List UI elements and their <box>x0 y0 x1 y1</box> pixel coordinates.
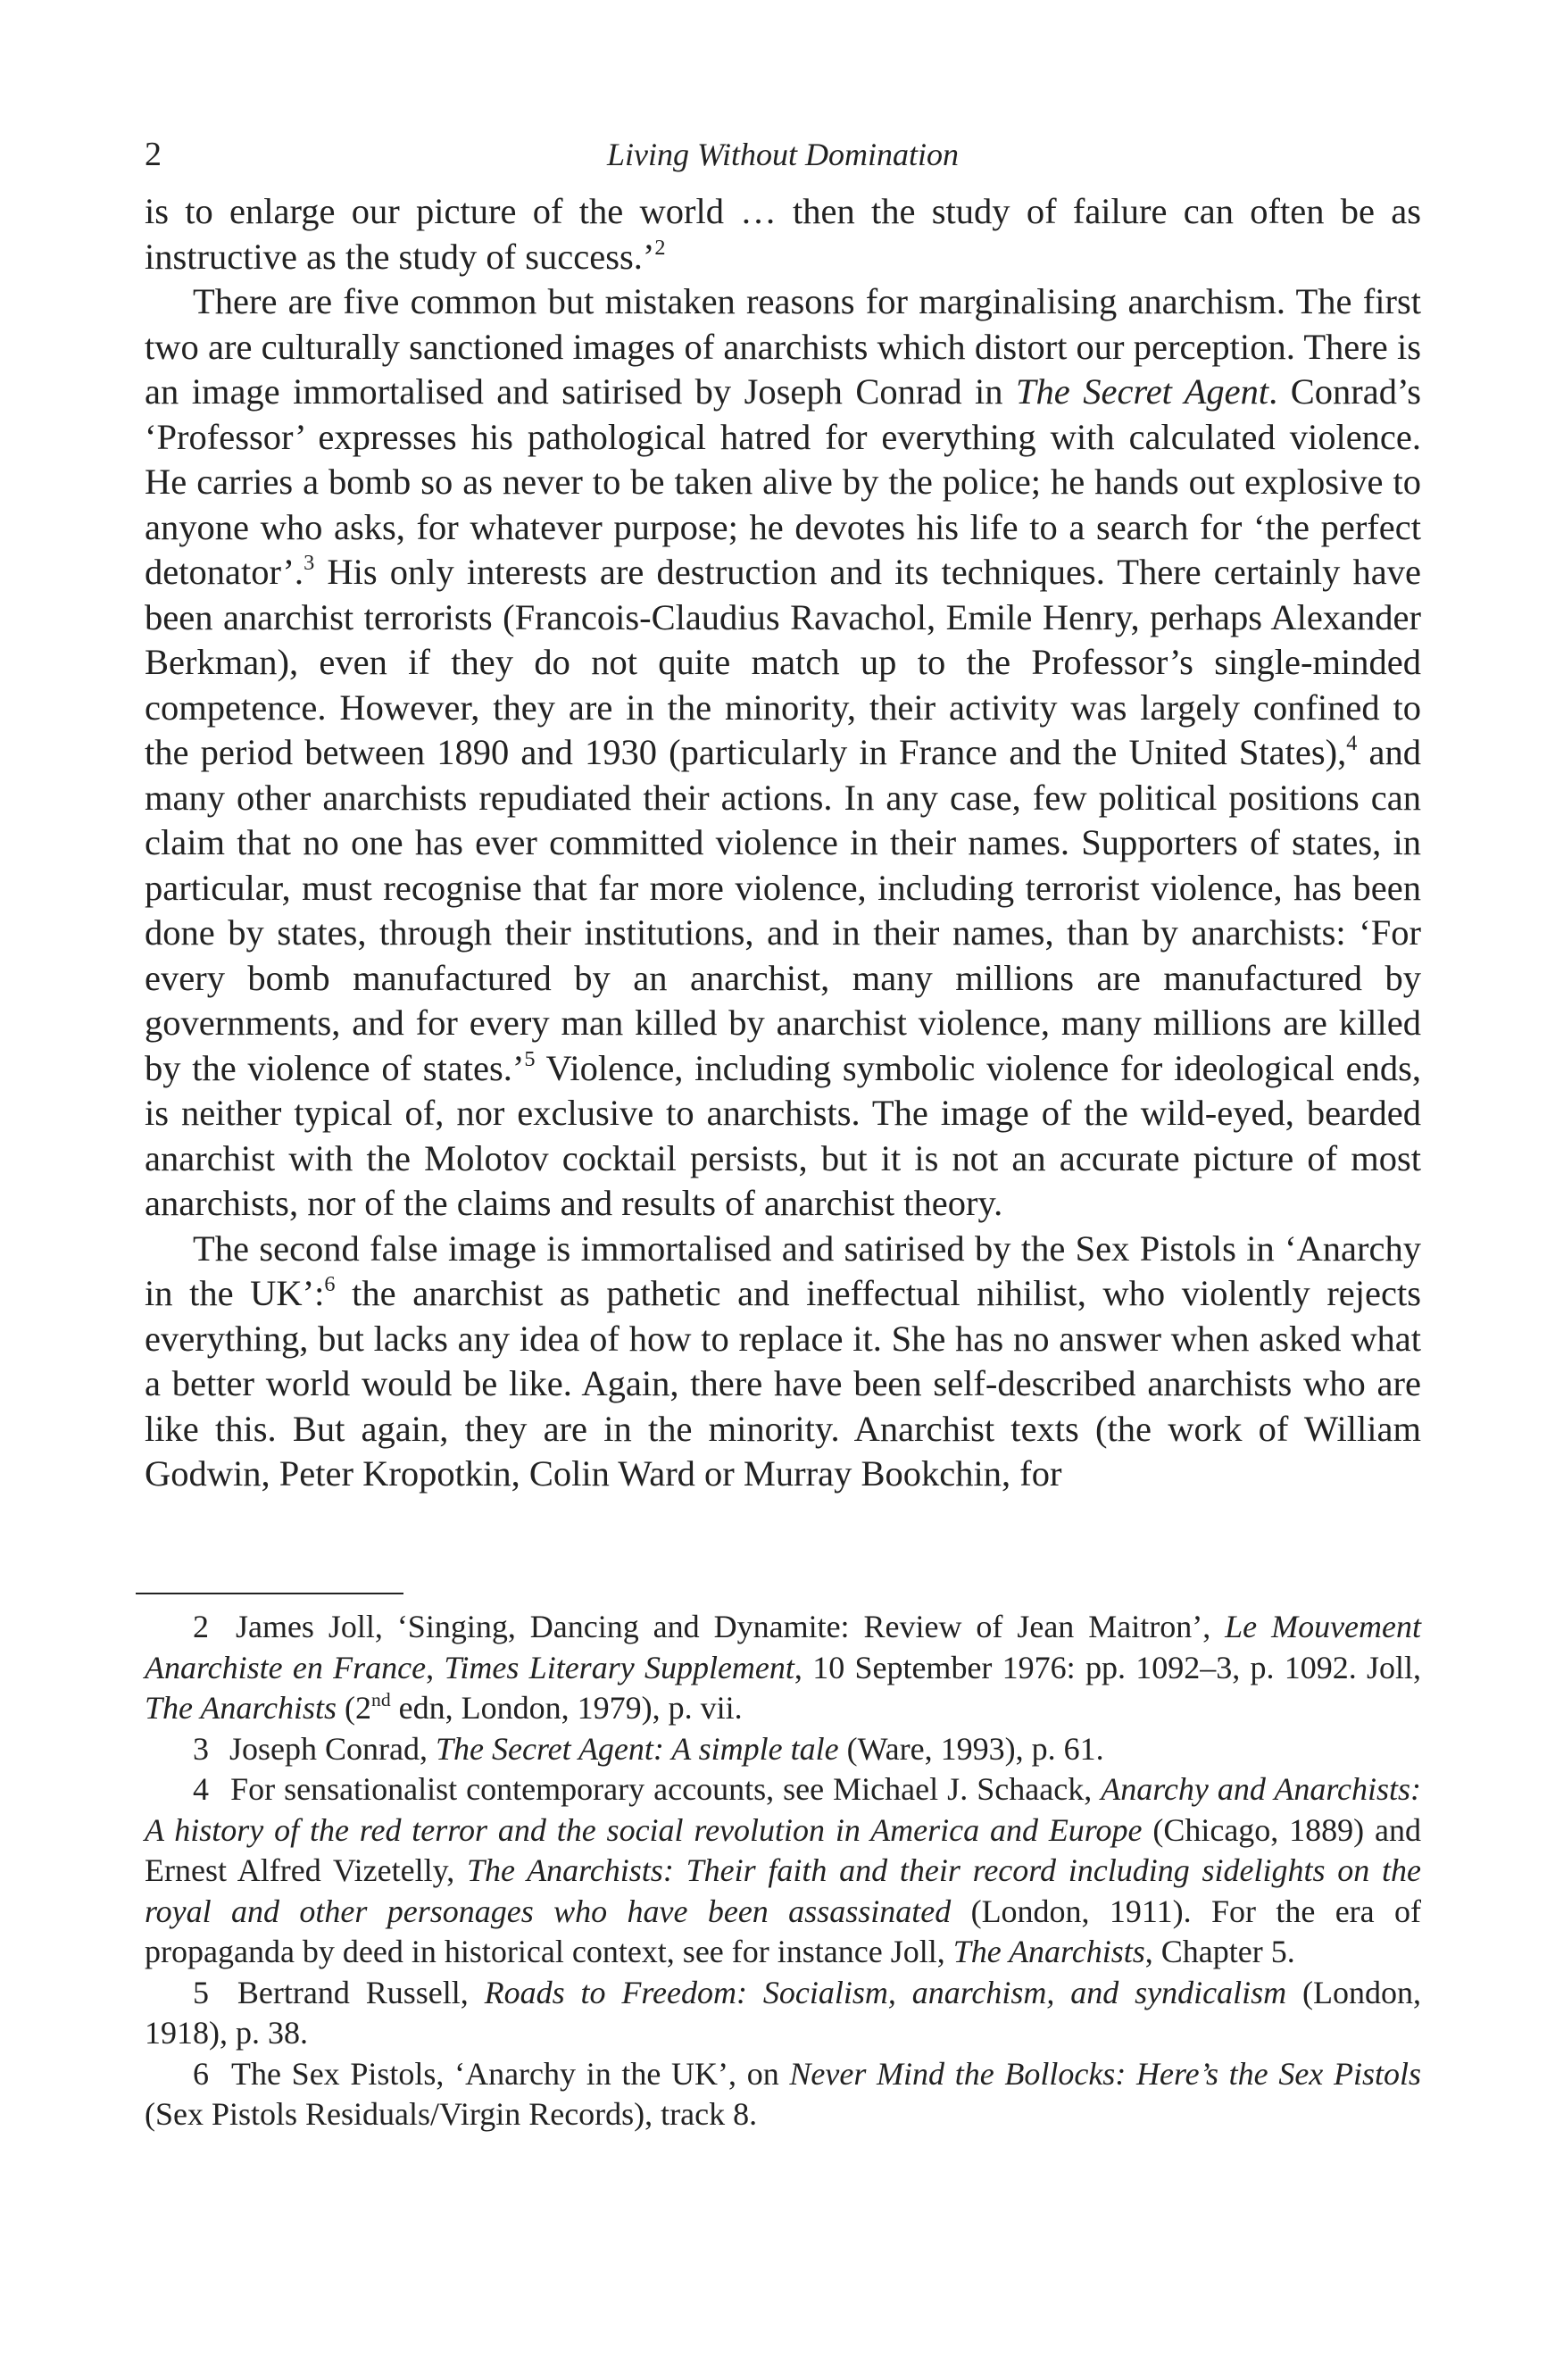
footnote-ref: 3 <box>304 551 315 576</box>
text-run: (Sex Pistols Residuals/Virgin Records), track 8. <box>145 2096 758 2132</box>
italic-title: The Anarchists: Their faith and their record including sidelights on the royal and other personages who have been assassinated <box>145 1852 1421 1929</box>
running-head-title: Living Without Domination <box>606 137 959 172</box>
text-run: (Chicago, 1889) and Ernest Alfred Vizetelly, <box>145 1811 1421 1888</box>
footnote-number: 6 <box>193 2055 209 2092</box>
text-run: Joseph Conrad, <box>229 1730 436 1767</box>
text-run: , 10 September 1976: pp. 1092–3, p. 1092. Joll, <box>794 1649 1422 1685</box>
italic-title: Le Mouvement Anarchiste en France <box>145 1609 1422 1685</box>
footnote-ref: 4 <box>1346 731 1358 756</box>
body-paragraph <box>145 1227 1421 1497</box>
text-run: The Sex Pistols, ‘Anarchy in the UK’, on <box>231 2055 790 2092</box>
text-run: (Ware, 1993), p. 61. <box>838 1730 1104 1767</box>
text-run: , <box>426 1649 445 1685</box>
text-run: His only interests are destruction and its techniques. There certainly have been anarchist terrorists (Francois-Claudius Ravachol, Emile Henry, perhaps Alexander Berkman), even if they do not quite match up to the Professor’s single-minded competence. However, they are in the minority, their activity was largely confined to the period between 1890 and 1930 (particularly in France and the United States), <box>145 552 1421 772</box>
footnote-ref: 2 <box>654 235 666 260</box>
body-paragraph <box>145 189 1421 279</box>
text-run: , Chapter 5. <box>1144 1934 1295 1969</box>
footnote-number: 4 <box>193 1771 209 1807</box>
text-run: (London, 1911). For the era of propaganda by deed in historical context, see for instance Joll, <box>145 1893 1422 1969</box>
text-run: Bertrand Russell, <box>237 1974 485 2010</box>
text-run: James Joll, ‘Singing, Dancing and Dynamite: Review of Jean Maitron’, <box>235 1609 1226 1644</box>
italic-title: The Anarchists <box>145 1690 337 1726</box>
footnote-ref: 5 <box>524 1046 536 1071</box>
footnote-ref: 6 <box>324 1272 336 1297</box>
footnote-number: 2 <box>193 1609 209 1644</box>
footnote <box>145 1607 1421 1729</box>
text-run: Violence, including symbolic violence for ideological ends, is neither typical of, nor exclusive to anarchists. The image of the wild-eyed, bearded anarchist with the Molotov cocktail persists, but it is not an accurate picture of most anarchists, nor of the claims and results of anarchist theory. <box>145 1047 1421 1223</box>
italic-title: The Secret Agent: A simple tale <box>435 1730 839 1767</box>
body-paragraph <box>145 279 1421 1227</box>
footnotes <box>145 1607 1421 2135</box>
italic-title: The Anarchists <box>952 1934 1145 1969</box>
text-run: (London, 1918), p. 38. <box>145 1974 1422 2051</box>
footnote <box>145 1973 1421 2054</box>
footnote-ref: nd <box>371 1688 391 1710</box>
text-run: is to enlarge our picture of the world … then the study of failure can often be as instructive as the study of success.’ <box>145 191 1421 277</box>
text-run: edn, London, 1979), p. vii. <box>390 1690 743 1726</box>
footnote <box>145 1769 1421 1973</box>
text-run: For sensationalist contemporary accounts, see Michael J. Schaack, <box>230 1771 1102 1807</box>
text-run: The second false image is immortalised and satirised by the Sex Pistols in ‘Anarchy in the UK’: <box>145 1227 1421 1313</box>
text-run: There are five common but mistaken reasons for marginalising anarchism. The first two are culturally sanctioned images of anarchists which distort our perception. There is an image immortalised and satirised by Joseph Conrad in <box>145 281 1421 412</box>
footnote <box>145 2054 1421 2135</box>
footnote-number: 3 <box>193 1730 209 1767</box>
body-text <box>145 189 1421 1497</box>
footnote-divider <box>136 1593 403 1594</box>
text-run: and many other anarchists repudiated their actions. In any case, few political positions can claim that no one has ever committed violence in their names. Supporters of states, in particular, must recognise that far more violence, including terrorist violence, has been done by states, through their institutions, and in their names, than by anarchists: ‘For every bomb manufactured by an anarchist, many millions are manufactured by governments, and for every man killed by anarchist violence, many millions are killed by the violence of states.’ <box>145 732 1421 1088</box>
italic-title: The Secret Agent <box>1016 371 1269 412</box>
italic-title: Times Literary Supplement <box>444 1649 794 1685</box>
italic-title: Anarchy and Anarchists: A history of the red terror and the social revolution in America and Europe <box>145 1771 1421 1848</box>
italic-title: Roads to Freedom: Socialism, anarchism, and syndicalism <box>484 1974 1287 2010</box>
text-run: the anarchist as pathetic and ineffectual nihilist, who violently rejects everything, but lacks any idea of how to replace it. She has no answer when asked what a better world would be like. Again, there have been self-described anarchists who are like this. But again, they are in the minority. Anarchist texts (the work of William Godwin, Peter Kropotkin, Colin Ward or Murray Bookchin, for <box>145 1273 1422 1494</box>
text-run: (2 <box>337 1690 372 1726</box>
footnote-number: 5 <box>193 1974 209 2010</box>
footnote <box>145 1729 1421 1770</box>
text-run: . Conrad’s ‘Professor’ expresses his pathological hatred for everything with calculated violence. He carries a bomb so as never to be taken alive by the police; he hands out explosive to anyone who asks, for whatever purpose; he devotes his life to a search for ‘the perfect detonator’. <box>145 371 1421 592</box>
italic-title: Never Mind the Bollocks: Here’s the Sex Pistols <box>789 2055 1421 2092</box>
running-head <box>145 132 1421 177</box>
page-number: 2 <box>145 136 162 173</box>
